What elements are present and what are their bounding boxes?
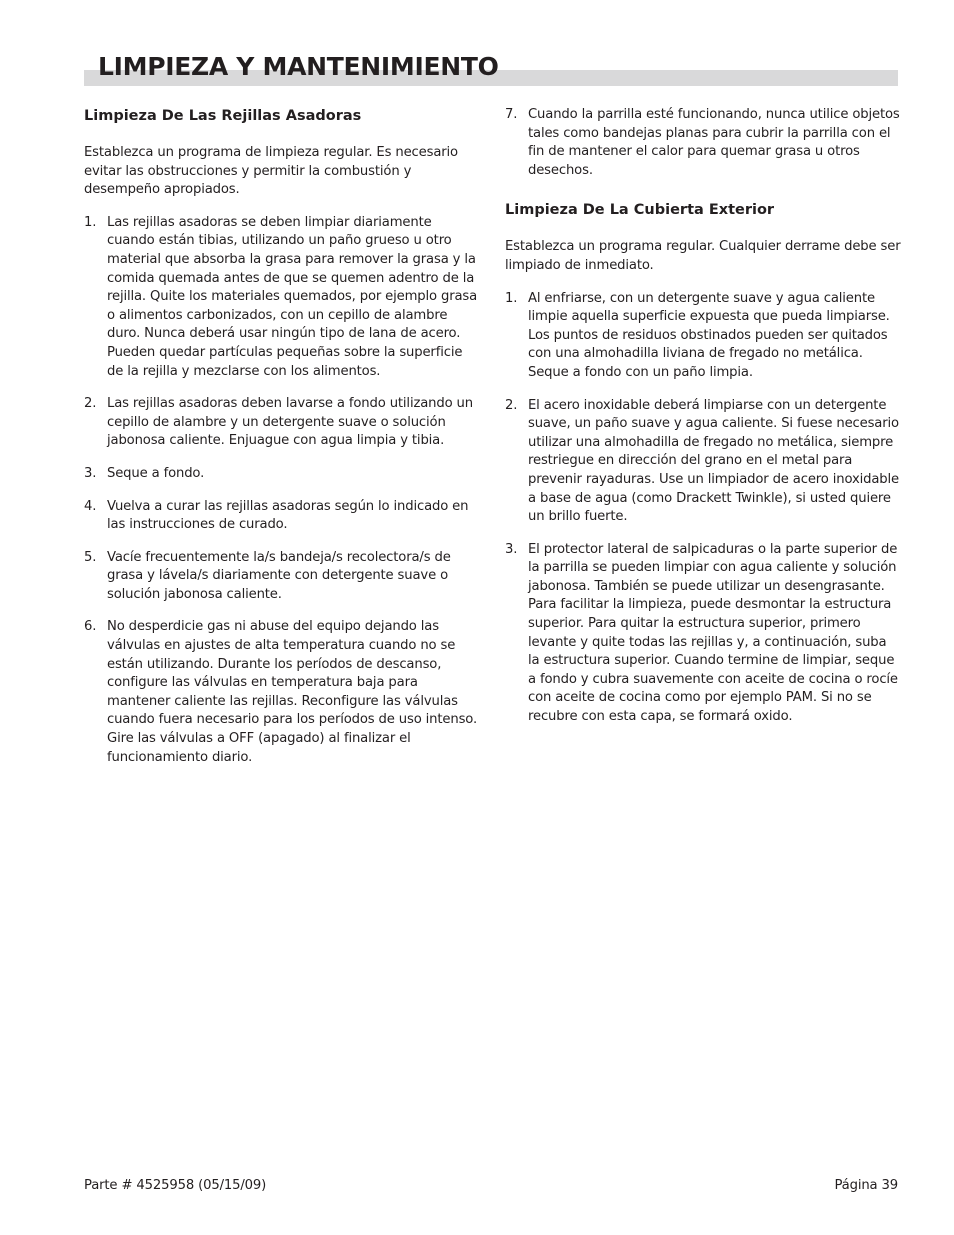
list-item: 3. Seque a fondo. <box>84 465 205 481</box>
list-item: 2. El acero inoxidable deberá limpiarse con un detergente suave, un paño suave y agua caliente. Si fuese necesario utilizar una almohadilla de fregado no metálica, siempre restriegue en dirección del grano en el metal para prevenir rayaduras. Use un limpiador de acero inoxidable a base de agua (como Drackett Twinkle), si usted quiere un brillo fuerte. <box>505 397 899 525</box>
list-item: 1. Las rejillas asadoras se deben limpiar diariamente cuando están tibias, utilizando un paño grueso u otro material que absorba la grasa para remover la grasa y la comida quemada antes de que se quemen adentro de la rejilla. Quite los materiales quemados, por ejemplo grasa o alimentos carbonizados, con un cepillo de alambre duro. Nunca deberá usar ningún tipo de lana de acero. Pueden quedar partículas pequeñas sobre la superficie de la rejilla y mezclarse con los alimentos. <box>84 214 478 379</box>
exterior-cleaning-steps <box>505 290 901 727</box>
list-item: 5. Vacíe frecuentemente la/s bandeja/s recolectora/s de grasa y lávela/s diariamente con detergente suave o solución jabonosa caliente. <box>84 549 451 602</box>
page-title: LIMPIEZA Y MANTENIMIENTO <box>98 52 499 81</box>
list-item: 7. Cuando la parrilla esté funcionando, nunca utilice objetos tales como bandejas planas para cubrir la parrilla con el fin de mantener el calor para quemar grasa u otros desechos. <box>505 107 900 178</box>
section-intro-exterior: Establezca un programa regular. Cualquier derrame debe ser limpiado de inmediato. <box>505 239 901 273</box>
section-heading-exterior: Limpieza De La Cubierta Exterior <box>505 202 775 219</box>
grate-cleaning-steps <box>84 214 480 767</box>
right-column <box>505 106 901 741</box>
left-column <box>84 106 480 781</box>
section-heading-grates: Limpieza De Las Rejillas Asadoras <box>84 108 362 124</box>
list-item: 2. Las rejillas asadoras deben lavarse a fondo utilizando un cepillo de alambre y un detergente suave o solución jabonosa caliente. Enjuague con agua limpia y tibia. <box>84 396 473 449</box>
list-item: 6. No desperdicie gas ni abuse del equipo dejando las válvulas en ajustes de alta temperatura cuando no se están utilizando. Durante los períodos de descanso, configure las válvulas en temperatura baja para mantener caliente las rejillas. Reconfigure las válvulas cuando fuera necesario para los períodos de uso intenso. Gire las válvulas a OFF (apagado) al finalizar el funcionamiento diario. <box>84 619 478 765</box>
section-intro-grates: Establezca un programa de limpieza regular. Es necesario evitar las obstrucciones y permitir la combustión y desempeño apropiados. <box>84 145 458 198</box>
grate-cleaning-steps-continued <box>505 106 901 180</box>
list-item: 4. Vuelva a curar las rejillas asadoras según lo indicado en las instrucciones de curado. <box>84 498 469 533</box>
footer-page-number: Página 39 <box>834 1178 898 1193</box>
list-item: 1. Al enfriarse, con un detergente suave y agua caliente limpie aquella superficie expuesta que pueda limpiarse. Los puntos de residuos obstinados pueden ser quitados con una almohadilla liviana de fregado no metálica. Seque a fondo con un paño limpia. <box>505 290 890 380</box>
list-item: 3. El protector lateral de salpicaduras o la parte superior de la parrilla se pueden limpiar con agua caliente y solución jabonosa. También se puede utilizar un desengrasante. Para facilitar la limpieza, puede desmontar la estructura superior. Para quitar la estructura superior, primero levante y quite todas las rejillas y, a continuación, suba la estructura superior. Cuando termine de limpiar, seque a fondo y cubra suavemente con aceite de cocina o rocíe con aceite de cocina como por ejemplo PAM. Si no se recubre con esta capa, se formará oxido. <box>505 541 898 725</box>
footer-part-number: Parte # 4525958 (05/15/09) <box>84 1178 267 1193</box>
